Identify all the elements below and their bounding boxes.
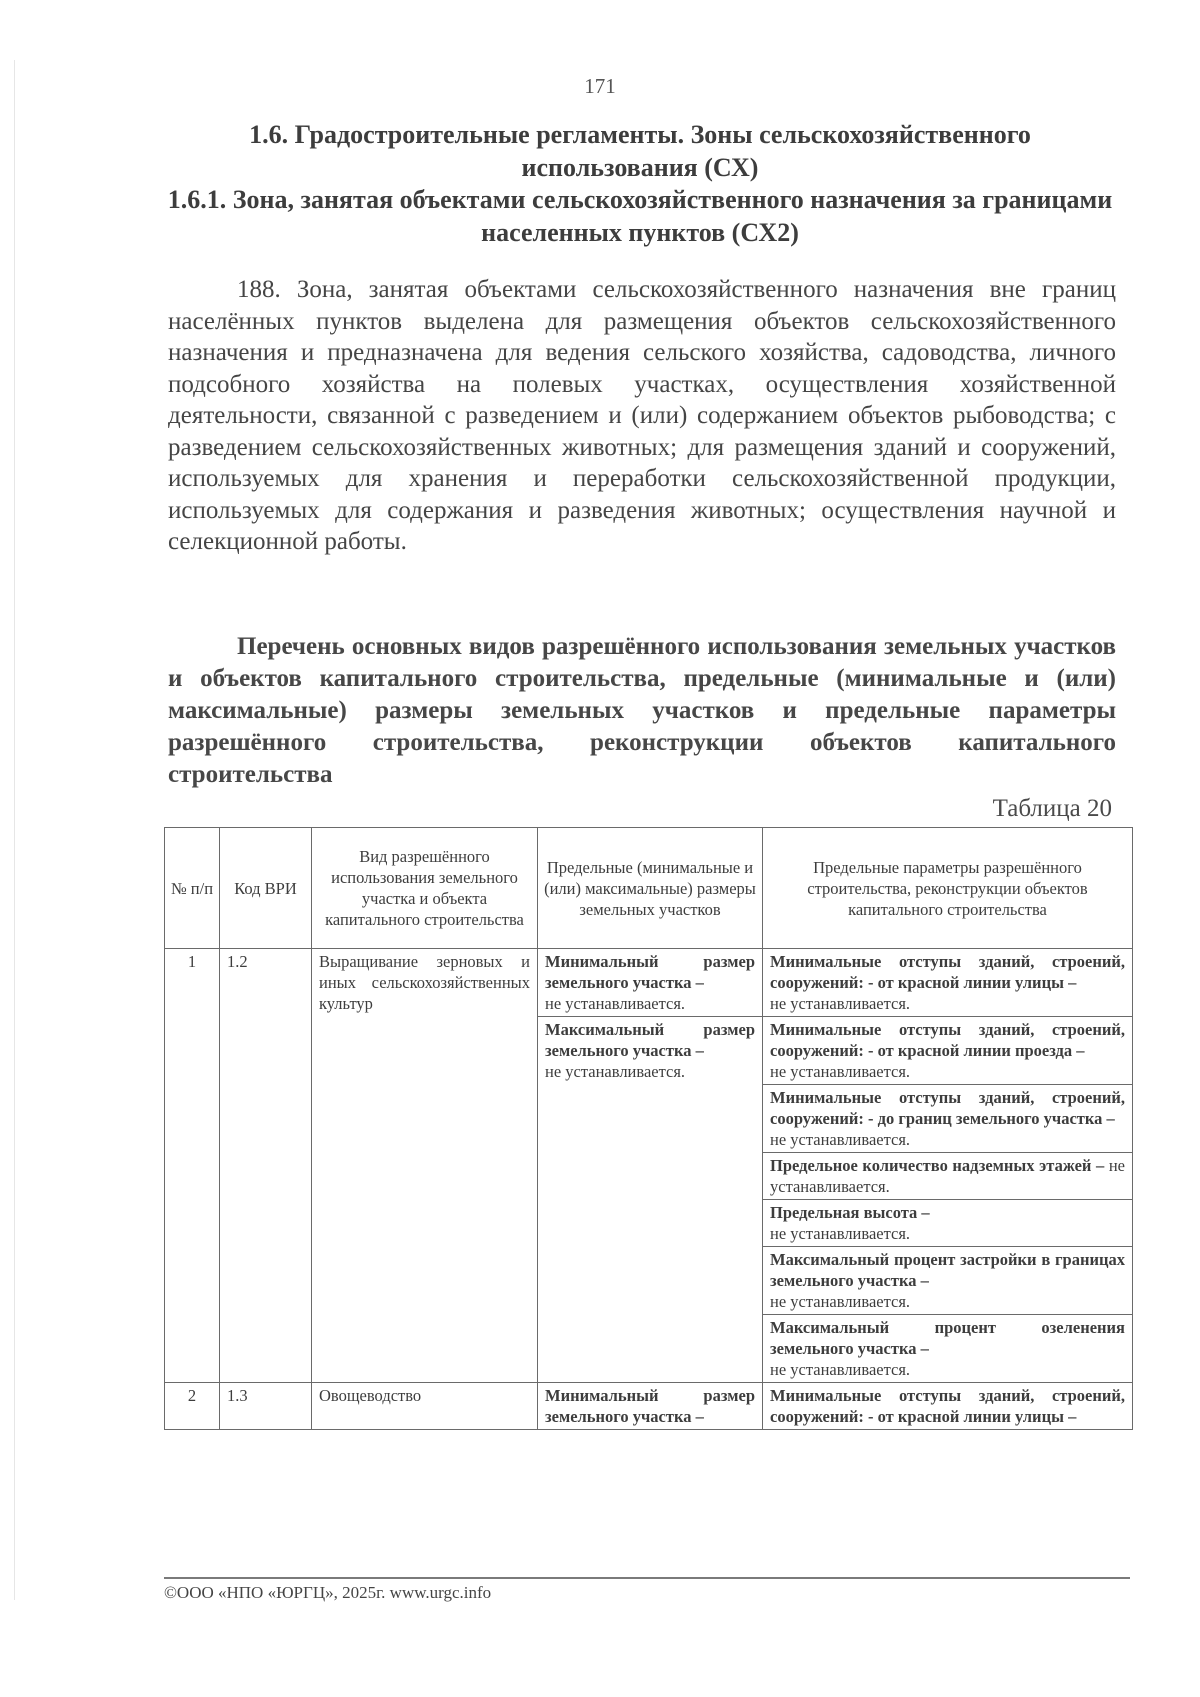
- size-max-value: не устанавливается.: [545, 1062, 686, 1081]
- param-value: не устанавливается.: [770, 1224, 911, 1243]
- footer-copyright: ©ООО «НПО «ЮРГЦ», 2025г. www.urgc.info: [164, 1583, 492, 1602]
- param-cell: [763, 1200, 1133, 1247]
- param-value: не устанавливается.: [770, 1360, 911, 1379]
- row-code: 1.3: [220, 1383, 312, 1430]
- size-min-label: Минимальный размер земельного участка –: [545, 1386, 755, 1426]
- param-cell: [763, 1315, 1133, 1383]
- param-cell: [763, 949, 1133, 1017]
- param-value: не устанавливается.: [770, 994, 911, 1013]
- header-params: Предельные параметры разрешённого строительства, реконструкции объектов капитального строительства: [763, 828, 1133, 949]
- param-label: Предельная высота –: [770, 1203, 930, 1222]
- param-label: Максимальный процент озеленения земельного участка –: [770, 1318, 1125, 1358]
- size-max-label: Максимальный размер земельного участка –: [545, 1020, 755, 1060]
- param-label: Предельное количество надземных этажей –: [770, 1156, 1105, 1175]
- size-max-cell: [538, 1017, 763, 1383]
- table-header-row: [165, 828, 1133, 949]
- header-sizes: Предельные (минимальные и (или) максимальные) размеры земельных участков: [538, 828, 763, 949]
- page-number: 171: [584, 74, 616, 98]
- footer-divider: [164, 1577, 1130, 1579]
- row-num: 1: [165, 949, 220, 1383]
- param-label: Максимальный процент застройки в границах земельного участка –: [770, 1250, 1125, 1290]
- param-label: Минимальные отступы зданий, строений, сооружений: - от красной линии улицы –: [770, 1386, 1125, 1426]
- row-type: Овощеводство: [312, 1383, 538, 1430]
- param-cell: [763, 1383, 1133, 1430]
- param-cell: [763, 1247, 1133, 1315]
- subsection-heading: 1.6.1. Зона, занятая объектами сельскохозяйственного назначения за границами населенных пунктов (СХ2): [167, 185, 1113, 247]
- row-num: 2: [165, 1383, 220, 1430]
- size-min-cell: [538, 949, 763, 1017]
- size-min-value: не устанавливается.: [545, 994, 686, 1013]
- param-label: Минимальные отступы зданий, строений, сооружений: - от красной линии улицы –: [770, 952, 1125, 992]
- param-cell: [763, 1017, 1133, 1085]
- size-min-label: Минимальный размер земельного участка –: [545, 952, 755, 992]
- param-cell: [763, 1153, 1133, 1200]
- param-value: не устанавливается.: [770, 1062, 911, 1081]
- param-value: не устанавливается.: [770, 1130, 911, 1149]
- row-type: Выращивание зерновых и иных сельскохозяйственных культур: [312, 949, 538, 1383]
- table-caption: Таблица 20: [992, 795, 1112, 822]
- param-label: Минимальные отступы зданий, строений, сооружений: - до границ земельного участка –: [770, 1088, 1125, 1128]
- param-cell: [763, 1085, 1133, 1153]
- table-row: [165, 949, 1133, 1017]
- zone-description-paragraph: 188. Зона, занятая объектами сельскохозяйственного назначения вне границ населённых пунктов выделена для размещения объектов сельскохозяйственного назначения и предназначена для ведения сельского хозяйства, садоводства, личного подсобного хозяйства на полевых участках, осуществления хозяйственной деятельности, связанной с разведением и (или) содержанием объектов рыбоводства; с разведением сельскохозяйственных животных; для размещения зданий и сооружений, используемых для хранения и переработки сельскохозяйственной продукции, используемых для содержания и разведения животных; осуществления научной и селекционной работы.: [168, 276, 1116, 555]
- header-code: Код ВРИ: [220, 828, 312, 949]
- header-type: Вид разрешённого использования земельного участка и объекта капитального строительства: [312, 828, 538, 949]
- param-value: не устанавливается.: [770, 1292, 911, 1311]
- regulations-table: [164, 827, 1133, 1430]
- page-edge: [14, 60, 15, 1600]
- param-value: не устанавливается.: [770, 1156, 1125, 1196]
- table-row: [165, 1383, 1133, 1430]
- size-min-cell: [538, 1383, 763, 1430]
- row-code: 1.2: [220, 949, 312, 1383]
- list-title: Перечень основных видов разрешённого использования земельных участков и объектов капитального строительства, предельные (минимальные и (или) максимальные) размеры земельных участков и предельные параметры разрешённого строительства, реконструкции объектов капитального строительства: [168, 633, 1116, 788]
- section-heading: 1.6. Градостроительные регламенты. Зоны сельскохозяйственного использования (СХ): [249, 120, 1031, 182]
- param-label: Минимальные отступы зданий, строений, сооружений: - от красной линии проезда –: [770, 1020, 1125, 1060]
- header-num: № п/п: [165, 828, 220, 949]
